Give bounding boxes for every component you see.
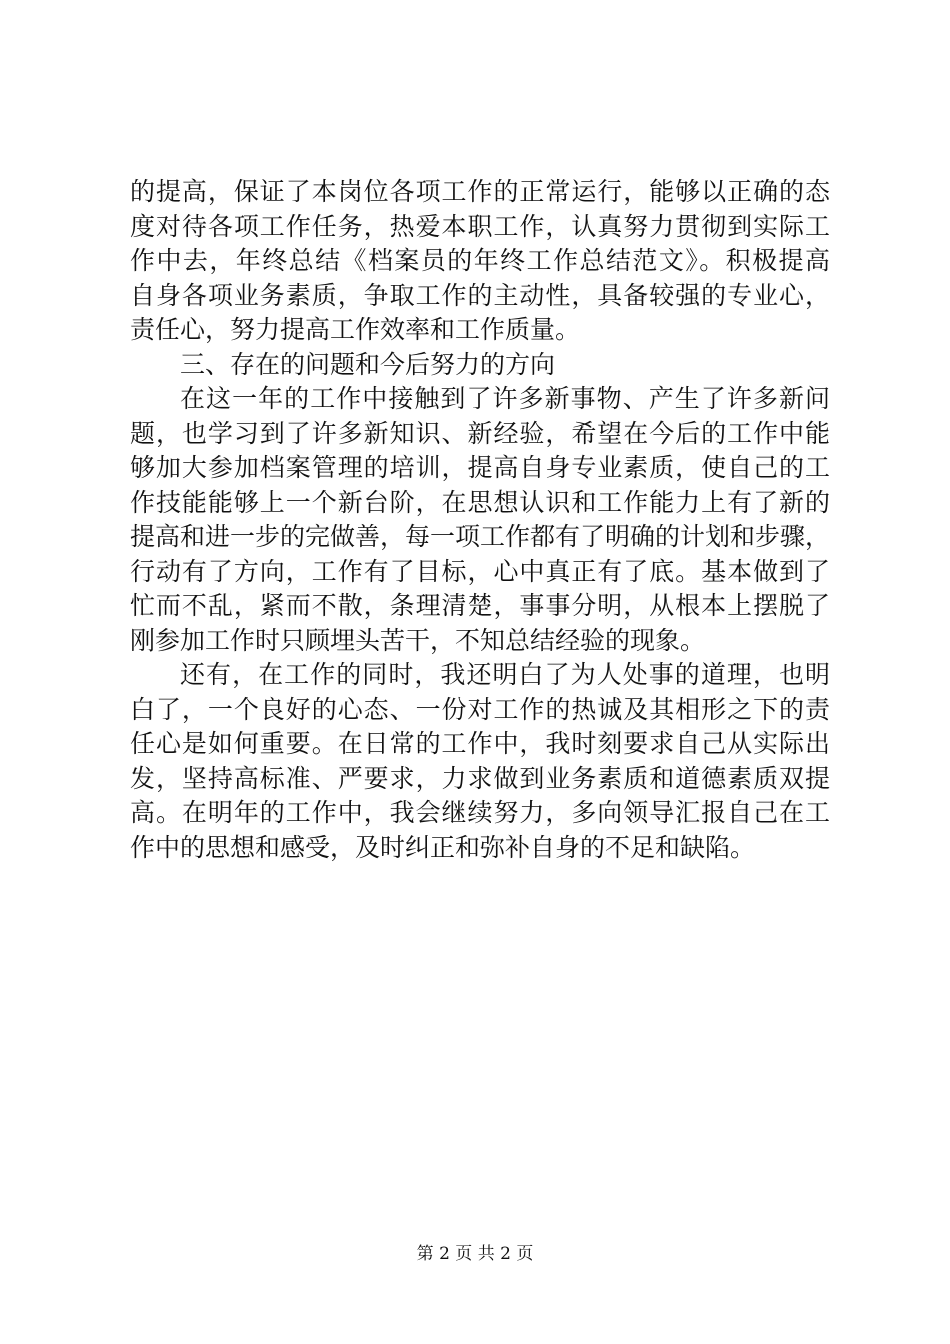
- page-number-footer: 第 2 页 共 2 页: [416, 1244, 534, 1264]
- text-line: 高。在明年的工作中，我会继续努力，多向领导汇报自己在工: [130, 798, 830, 827]
- text-line: 作技能能够上一个新台阶，在思想认识和工作能力上有了新的: [130, 487, 830, 517]
- text-line-continuation: 作中去，年终总结《档案员的年终工作总结范文》。积极提高: [130, 246, 830, 275]
- text-line-continuation: 的提高，保证了本岗位各项工作的正常运行，能够以正确的态: [130, 177, 830, 206]
- text-line-paragraph-start: 在这一年的工作中接触到了许多新事物、产生了许多新问: [180, 384, 830, 413]
- text-line: 忙而不乱，紧而不散，条理清楚，事事分明，从根本上摆脱了: [130, 591, 830, 620]
- text-line-paragraph-end: 刚参加工作时只顾埋头苦干，不知总结经验的现象。: [130, 625, 706, 655]
- text-line-paragraph-end: 作中的思想和感受，及时纠正和弥补自身的不足和缺陷。: [130, 832, 756, 862]
- text-line: 行动有了方向，工作有了目标，心中真正有了底。基本做到了: [130, 556, 830, 586]
- text-line-continuation: 自身各项业务素质，争取工作的主动性，具备较强的专业心，: [130, 280, 830, 310]
- text-line-paragraph-start: 还有，在工作的同时，我还明白了为人处事的道理，也明: [180, 660, 830, 689]
- text-line-continuation: 度对待各项工作任务，热爱本职工作，认真努力贯彻到实际工: [130, 211, 830, 241]
- text-line: 够加大参加档案管理的培训，提高自身专业素质，使自己的工: [130, 453, 830, 482]
- text-line: 发，坚持高标准、严要求，力求做到业务素质和道德素质双提: [130, 763, 830, 793]
- document-body: [130, 175, 830, 865]
- text-line: 题，也学习到了许多新知识、新经验，希望在今后的工作中能: [130, 418, 830, 448]
- text-line: 任心是如何重要。在日常的工作中，我时刻要求自己从实际出: [130, 729, 830, 758]
- text-line: 提高和进一步的完做善，每一项工作都有了明确的计划和步骤，: [130, 522, 831, 551]
- section-heading: 三、存在的问题和今后努力的方向: [180, 349, 556, 379]
- text-line-paragraph-end: 责任心，努力提高工作效率和工作质量。: [130, 315, 581, 344]
- text-line: 白了，一个良好的心态、一份对工作的热诚及其相形之下的责: [130, 694, 830, 724]
